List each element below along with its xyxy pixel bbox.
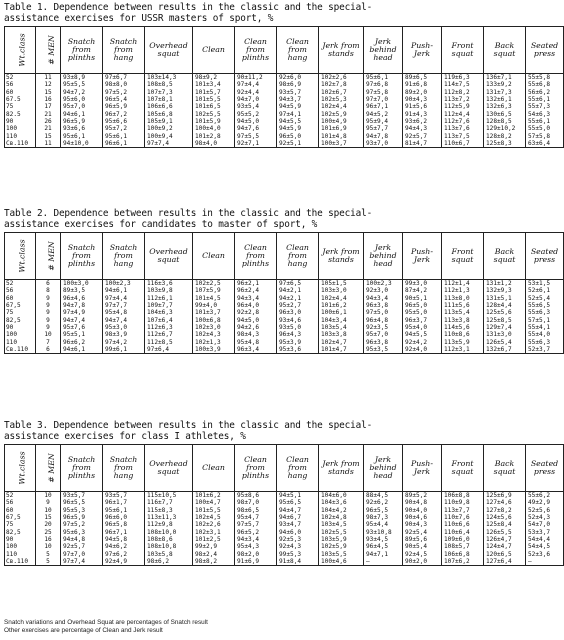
col-header-clean: Clean [193, 233, 235, 280]
table-3-col-men: 10 9 10 15 20 25 16 10 5 5 [36, 492, 61, 566]
col-header-push-jerk: Push-Jerk [403, 27, 442, 74]
col-header-overhead-squat: Overhead squat [145, 27, 193, 74]
table-2 [4, 208, 559, 354]
table-3-col-clean-from-plinths: 95±8,6 98±7,0 98±6,5 95±4,7 97±5,7 96±5,2 94±3,4 95±4,3 98±2,0 91±6,9 [235, 492, 277, 566]
col-header-push-jerk: Push-Jerk [403, 445, 442, 492]
table-3-col-overhead-squat: 115±10,5 116±7,7 115±8,3 113±11,3 112±9,8 108±10,0 108±8,6 108±10,8 103±5,8 98±6,2 [145, 492, 193, 566]
table-3-col-snatch-from-hang: 93±5,7 96±1,7 95±6,1 96±6,0 96±5,8 96±7,1 94±5,8 94±6,2 97±6,2 92±4,9 [103, 492, 145, 566]
table-2-col-push-jerk: 99±3,0 87±4,2 90±5,1 96±5,0 95±5,0 96±3,7 95±4,0 94±5,5 92±4,2 92±4,0 [403, 280, 442, 354]
table-3-col-back-squat: 125±6,9 127±4,6 127±8,2 124±5,6 125±8,4 126±5,5 126±4,7 124±4,7 120±6,5 127±6,4 [484, 492, 526, 566]
table-3-col-jerk-behind-head: 88±4,5 92±6,2 96±5,5 98±7,3 95±4,4 93±10,8 93±4,5 96±4,5 94±7,1 — [364, 492, 403, 566]
col-header-overhead-squat: Overhead squat [145, 445, 193, 492]
table-3-data-row [5, 492, 564, 566]
table-1-col-push-jerk: 89±6,5 91±6,8 89±2,0 90±4,3 91±5,6 91±4,3 93±6,2 94±4,3 92±5,7 81±4,7 [403, 74, 442, 148]
table-2-col-front-squat: 112±1,4 112±1,3 113±8,0 111±5,6 113±5,4 113±3,8 114±5,6 110±8,6 113±5,9 112±3,1 [442, 280, 484, 354]
col-header-front-squat: Front squat [442, 27, 484, 74]
table-3-col-clean: 101±6,2 100±4,7 101±5,5 102±4,5 102±2,6 102±3,1 101±2,5 99±2,9 98±2,4 98±8,2 [193, 492, 235, 566]
table-3-header-row [5, 445, 564, 492]
table-3-grid [4, 444, 564, 566]
col-header-jerk-from-stands: Jerk from stands [319, 445, 364, 492]
col-header-front-squat: Front squat [442, 233, 484, 280]
table-2-col-clean: 102±2,5 107±5,9 101±4,5 99±4,0 101±3,7 100±6,8 102±3,0 102±4,3 102±1,3 100±3,9 [193, 280, 235, 354]
col-header-men: # MEN [36, 445, 61, 492]
col-header-overhead-squat: Overhead squat [145, 233, 193, 280]
col-header-seated-press: Seated press [526, 27, 564, 74]
table-2-col-clean-from-hang: 97±6,5 94±2,1 94±2,1 95±2,7 96±3,0 93±4,6 93±5,0 96±4,3 95±3,9 95±3,6 [277, 280, 319, 354]
table-3-caption-line-2: assistance exercises for class I athletes, % [4, 431, 246, 442]
table-2-caption [4, 208, 542, 230]
table-1-col-seated-press: 55±5,8 55±6,8 56±6,2 55±6,1 55±7,3 54±6,3 55±6,1 55±5,0 57±5,8 63±6,4 [526, 74, 564, 148]
table-3-col-seated-press: 55±6,2 49±2,9 52±5,6 52±4,3 54±7,0 53±3,7 54±4,4 54±4,5 52±3,6 — [526, 492, 564, 566]
table-1-caption-line-1: Table 1. Dependence between results in the classic and the special- [4, 2, 373, 13]
table-1-header-row [5, 27, 564, 74]
table-1-col-front-squat: 119±6,3 114±7,5 112±8,2 113±7,2 112±5,9 112±4,4 112±7,6 113±7,6 113±7,5 110±6,7 [442, 74, 484, 148]
col-header-snatch-from-plinths: Snatch from plinths [61, 445, 103, 492]
table-3-caption [4, 420, 542, 442]
table-1-col-jerk-from-stands: 102±2,6 102±7,8 102±6,7 102±5,3 102±4,4 102±5,9 100±4,9 101±6,9 101±4,8 100±3,7 [319, 74, 364, 148]
col-header-snatch-from-plinths: Snatch from plinths [61, 27, 103, 74]
col-header-seated-press: Seated press [526, 445, 564, 492]
table-2-col-overhead-squat: 116±3,6 103±9,8 112±6,1 109±7,7 104±6,3 107±6,4 112±6,3 112±6,7 112±8,5 97±6,4 [145, 280, 193, 354]
table-2-col-snatch-from-hang: 100±2,3 94±6,1 97±4,4 97±7,7 95±4,8 94±7,4 95±3,0 98±3,9 97±4,2 99±6,1 [103, 280, 145, 354]
col-header-men: # MEN [36, 233, 61, 280]
table-1-col-clean-from-plinths: 90±11,2 97±4,4 92±4,4 94±7,0 93±5,4 95±5,2 94±5,0 94±7,6 97±5,5 92±7,1 [235, 74, 277, 148]
table-1-col-clean-from-hang: 92±6,0 98±6,9 93±5,7 94±3,7 94±5,9 97±4,1 94±5,5 94±5,9 96±5,0 92±5,1 [277, 74, 319, 148]
table-1-col-snatch-from-hang: 97±6,7 98±8,0 97±5,2 96±5,4 96±5,9 96±7,2 95±6,6 95±7,2 95±6,1 96±6,1 [103, 74, 145, 148]
col-header-clean-from-plinths: Clean from plinths [235, 27, 277, 74]
col-header-jerk-behind-head: Jerk behind head [364, 445, 403, 492]
table-1-caption-line-2: assistance exercises for USSR masters of sport, % [4, 13, 274, 24]
col-header-clean-from-hang: Clean from hang [277, 233, 319, 280]
table-2-caption-line-1: Table 2. Dependence between results in the classic and the special- [4, 208, 373, 219]
table-2-col-snatch-from-plinths: 100±3,0 89±3,5 96±4,6 94±7,8 97±4,9 94±7,4 95±7,6 95±5,1 96±6,2 94±6,1 [61, 280, 103, 354]
table-1 [4, 2, 559, 148]
table-3-col-push-jerk: 89±5,2 90±4,8 90±4,0 90±4,6 90±4,3 92±5,4 89±5,6 90±5,4 92±4,5 90±2,0 [403, 492, 442, 566]
table-2-grid [4, 232, 564, 354]
table-1-col-jerk-behind-head: 95±6,1 97±6,8 97±5,8 97±7,0 96±7,1 94±5,2 95±9,4 95±7,7 94±7,8 93±7,0 [364, 74, 403, 148]
table-2-col-back-squat: 131±1,2 132±9,3 131±5,1 128±4,4 125±5,6 125±8,5 129±7,4 131±3,0 126±5,4 132±6,7 [484, 280, 526, 354]
col-header-snatch-from-plinths: Snatch from plinths [61, 233, 103, 280]
table-1-caption [4, 2, 542, 24]
table-2-data-row [5, 280, 564, 354]
footnote-line-2: Other exercises are percentage of Clean and Jerk result [4, 627, 163, 634]
table-1-col-wt-class: 52 56 60 67.5 75 82.5 90 100 110 Cв.110 [5, 74, 36, 148]
table-2-col-wt-class: 52 56 60 67,5 75 82,5 90 100 110 Cв.110 [5, 280, 36, 354]
col-header-jerk-from-stands: Jerk from stands [319, 233, 364, 280]
col-header-front-squat: Front squat [442, 445, 484, 492]
table-2-col-jerk-from-stands: 105±1,5 103±3,0 102±4,4 101±6,2 100±6,1 104±3,4 103±5,4 103±3,8 102±4,7 101±4,7 [319, 280, 364, 354]
col-header-wt-class: Wt.class [5, 27, 36, 74]
col-header-clean-from-hang: Clean from hang [277, 27, 319, 74]
table-3-col-clean-from-hang: 94±5,1 95±6,5 94±4,7 94±6,7 93±4,7 94±6,0 92±5,3 92±4,3 99±5,3 91±8,4 [277, 492, 319, 566]
table-2-col-men: 6 8 9 9 9 9 9 10 7 6 [36, 280, 61, 354]
col-header-snatch-from-hang: Snatch from hang [103, 233, 145, 280]
col-header-men: # MEN [36, 27, 61, 74]
table-2-col-clean-from-plinths: 96±2,1 96±2,4 94±3,4 96±4,0 92±2,8 94±5,0 94±2,6 98±4,3 95±4,8 96±3,4 [235, 280, 277, 354]
table-3 [4, 420, 559, 566]
col-header-jerk-from-stands: Jerk from stands [319, 27, 364, 74]
col-header-clean: Clean [193, 27, 235, 74]
table-1-col-snatch-from-plinths: 93±8,9 95±5,5 94±7,2 95±6,0 95±7,0 94±6,1 96±5,9 93±6,6 95±6,1 94±10,0 [61, 74, 103, 148]
col-header-snatch-from-hang: Snatch from hang [103, 445, 145, 492]
table-1-col-clean: 98±9,2 101±3,4 101±5,7 101±5,5 101±6,5 102±5,5 101±5,9 100±4,0 101±2,8 98±4,0 [193, 74, 235, 148]
table-1-col-men: 11 12 15 16 17 21 26 21 15 11 [36, 74, 61, 148]
table-1-col-back-squat: 136±7,1 133±9,2 131±7,3 132±6,1 132±6,3 130±6,5 128±8,5 129±10,2 128±8,2 125±8,3 [484, 74, 526, 148]
table-2-col-jerk-behind-head: 100±2,3 92±3,0 94±3,4 96±3,8 97±5,0 96±4,8 92±3,5 95±7,0 96±3,8 95±3,5 [364, 280, 403, 354]
table-1-data-row [5, 74, 564, 148]
col-header-snatch-from-hang: Snatch from hang [103, 27, 145, 74]
col-header-clean-from-plinths: Clean from plinths [235, 233, 277, 280]
col-header-wt-class: Wt.class [5, 445, 36, 492]
table-2-header-row [5, 233, 564, 280]
table-3-col-wt-class: 52 56 60 67,5 75 82,5 90 100 110 Cв.110 [5, 492, 36, 566]
col-header-back-squat: Back squat [484, 27, 526, 74]
col-header-wt-class: Wt.class [5, 233, 36, 280]
table-3-col-snatch-from-plinths: 93±5,7 96±5,5 95±5,3 96±5,9 97±5,2 95±6,3 94±4,8 92±5,7 97±7,0 97±7,4 [61, 492, 103, 566]
col-header-clean-from-plinths: Clean from plinths [235, 445, 277, 492]
col-header-seated-press: Seated press [526, 233, 564, 280]
col-header-back-squat: Back squat [484, 445, 526, 492]
footnote-line-1: Snatch variations and Overhead Squat are percentages of Snatch result [4, 619, 208, 626]
table-3-col-jerk-from-stands: 104±6,0 104±3,6 104±4,2 102±4,8 103±4,5 102±5,5 103±5,9 102±5,9 103±5,5 100±4,6 [319, 492, 364, 566]
col-header-jerk-behind-head: Jerk behind head [364, 233, 403, 280]
table-1-grid [4, 26, 564, 148]
table-3-col-front-squat: 106±8,8 110±9,8 113±7,7 110±7,6 110±6,6 110±6,4 109±6,0 108±5,7 106±6,8 107±6,2 [442, 492, 484, 566]
col-header-back-squat: Back squat [484, 233, 526, 280]
col-header-jerk-behind-head: Jerk behind head [364, 27, 403, 74]
table-3-caption-line-1: Table 3. Dependence between results in the classic and the special- [4, 420, 373, 431]
col-header-push-jerk: Push-Jerk [403, 233, 442, 280]
col-header-clean: Clean [193, 445, 235, 492]
footnote [4, 619, 208, 635]
table-2-caption-line-2: assistance exercises for candidates to master of sport, % [4, 219, 318, 230]
col-header-clean-from-hang: Clean from hang [277, 445, 319, 492]
table-1-col-overhead-squat: 103±14,3 108±8,5 107±7,3 107±8,1 106±6,6 105±6,8 105±9,1 100±9,2 100±9,4 97±7,4 [145, 74, 193, 148]
table-2-col-seated-press: 53±1,5 52±6,1 52±5,4 55±6,5 55±6,3 57±5,1 55±4,1 55±4,0 55±6,3 52±3,7 [526, 280, 564, 354]
